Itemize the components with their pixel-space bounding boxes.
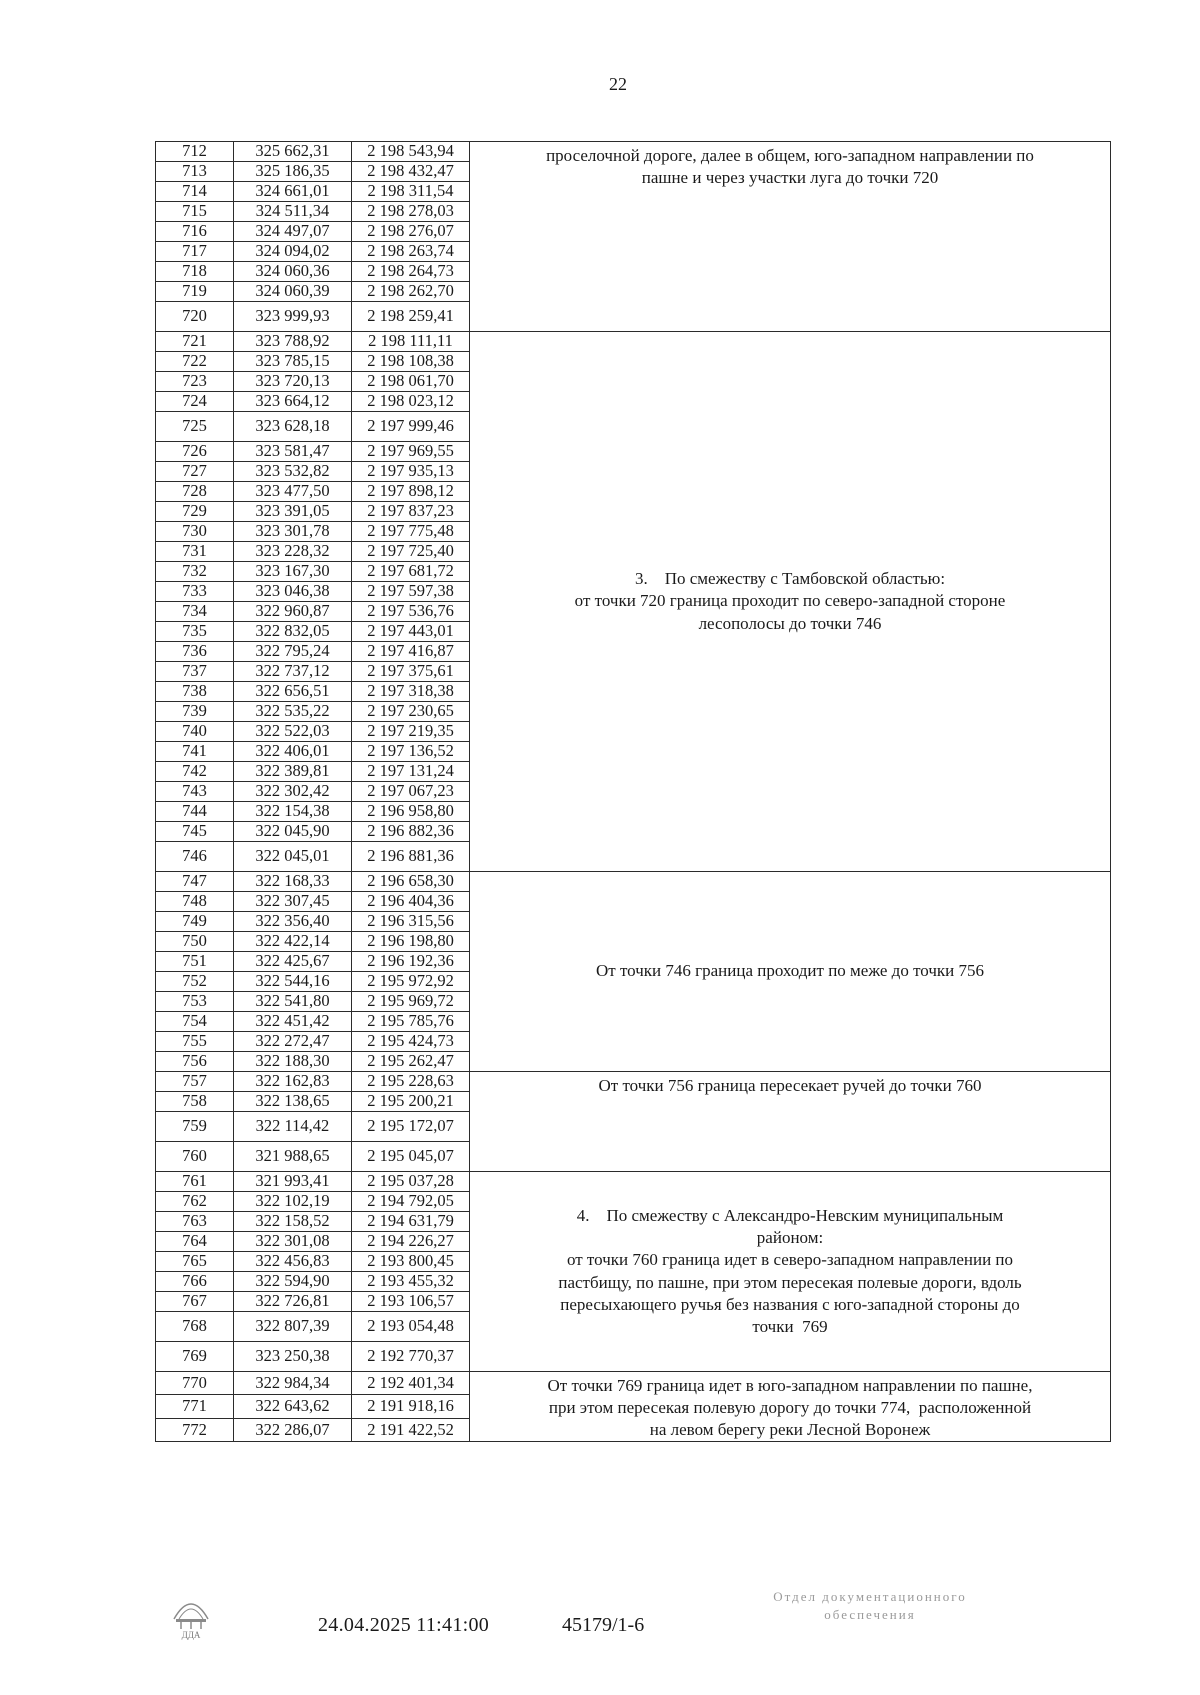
- boundary-description-cell: [470, 1372, 1111, 1442]
- x-coordinate-cell: 323 301,78: [234, 522, 352, 542]
- x-coordinate-cell: 322 162,83: [234, 1072, 352, 1092]
- y-coordinate-cell: 2 195 972,92: [352, 972, 470, 992]
- point-number-cell: 752: [156, 972, 234, 992]
- y-coordinate-cell: 2 195 200,21: [352, 1092, 470, 1112]
- point-number-cell: 760: [156, 1142, 234, 1172]
- y-coordinate-cell: 2 197 935,13: [352, 462, 470, 482]
- x-coordinate-cell: 322 286,07: [234, 1418, 352, 1441]
- y-coordinate-cell: 2 198 262,70: [352, 282, 470, 302]
- point-number-cell: 734: [156, 602, 234, 622]
- y-coordinate-cell: 2 197 681,72: [352, 562, 470, 582]
- point-number-cell: 720: [156, 302, 234, 332]
- x-coordinate-cell: 322 535,22: [234, 702, 352, 722]
- x-coordinate-cell: 322 045,90: [234, 822, 352, 842]
- y-coordinate-cell: 2 197 999,46: [352, 412, 470, 442]
- stamp-line: обеспечения: [824, 1607, 916, 1623]
- x-coordinate-cell: 324 497,07: [234, 222, 352, 242]
- x-coordinate-cell: 322 102,19: [234, 1192, 352, 1212]
- point-number-cell: 766: [156, 1272, 234, 1292]
- point-number-cell: 750: [156, 932, 234, 952]
- y-coordinate-cell: 2 196 192,36: [352, 952, 470, 972]
- y-coordinate-cell: 2 197 775,48: [352, 522, 470, 542]
- y-coordinate-cell: 2 197 837,23: [352, 502, 470, 522]
- x-coordinate-cell: 322 422,14: [234, 932, 352, 952]
- point-number-cell: 764: [156, 1232, 234, 1252]
- y-coordinate-cell: 2 198 432,47: [352, 162, 470, 182]
- x-coordinate-cell: 322 356,40: [234, 912, 352, 932]
- table-row: [156, 332, 1111, 352]
- point-number-cell: 745: [156, 822, 234, 842]
- page-number: 22: [609, 74, 627, 94]
- point-number-cell: 730: [156, 522, 234, 542]
- point-number-cell: 761: [156, 1172, 234, 1192]
- point-number-cell: 723: [156, 372, 234, 392]
- y-coordinate-cell: 2 198 278,03: [352, 202, 470, 222]
- description-line: пастбищу, по пашне, при этом пересекая полевые дороги, вдоль: [558, 1272, 1022, 1292]
- point-number-cell: 741: [156, 742, 234, 762]
- x-coordinate-cell: 322 406,01: [234, 742, 352, 762]
- y-coordinate-cell: 2 195 172,07: [352, 1112, 470, 1142]
- y-coordinate-cell: 2 195 228,63: [352, 1072, 470, 1092]
- y-coordinate-cell: 2 195 424,73: [352, 1032, 470, 1052]
- description-line: пашне и через участки луга до точки 720: [641, 168, 939, 188]
- y-coordinate-cell: 2 198 543,94: [352, 142, 470, 162]
- point-number-cell: 728: [156, 482, 234, 502]
- y-coordinate-cell: 2 197 536,76: [352, 602, 470, 622]
- point-number-cell: 732: [156, 562, 234, 582]
- point-number-cell: 759: [156, 1112, 234, 1142]
- description-line: от точки 720 граница проходит по северо-западной стороне: [574, 591, 1006, 611]
- x-coordinate-cell: 324 094,02: [234, 242, 352, 262]
- x-coordinate-cell: 322 984,34: [234, 1372, 352, 1395]
- point-number-cell: 733: [156, 582, 234, 602]
- y-coordinate-cell: 2 196 958,80: [352, 802, 470, 822]
- y-coordinate-cell: 2 198 263,74: [352, 242, 470, 262]
- table-row: [156, 142, 1111, 162]
- point-number-cell: 737: [156, 662, 234, 682]
- boundary-description-cell: [470, 142, 1111, 332]
- y-coordinate-cell: 2 192 401,34: [352, 1372, 470, 1395]
- y-coordinate-cell: 2 197 725,40: [352, 542, 470, 562]
- y-coordinate-cell: 2 198 276,07: [352, 222, 470, 242]
- point-number-cell: 748: [156, 892, 234, 912]
- point-number-cell: 722: [156, 352, 234, 372]
- description-line: лесополосы до точки 746: [698, 613, 882, 633]
- x-coordinate-cell: 323 664,12: [234, 392, 352, 412]
- y-coordinate-cell: 2 194 631,79: [352, 1212, 470, 1232]
- x-coordinate-cell: 324 661,01: [234, 182, 352, 202]
- y-coordinate-cell: 2 196 881,36: [352, 842, 470, 872]
- point-number-cell: 756: [156, 1052, 234, 1072]
- point-number-cell: 718: [156, 262, 234, 282]
- x-coordinate-cell: 322 656,51: [234, 682, 352, 702]
- x-coordinate-cell: 322 045,01: [234, 842, 352, 872]
- x-coordinate-cell: 322 154,38: [234, 802, 352, 822]
- table-row: [156, 1172, 1111, 1192]
- stamp-line: Отдел документационного: [773, 1589, 967, 1604]
- description-line: От точки 769 граница идет в юго-западном направлении по пашне,: [547, 1376, 1033, 1395]
- x-coordinate-cell: 322 425,67: [234, 952, 352, 972]
- y-coordinate-cell: 2 197 443,01: [352, 622, 470, 642]
- point-number-cell: 763: [156, 1212, 234, 1232]
- y-coordinate-cell: 2 194 226,27: [352, 1232, 470, 1252]
- point-number-cell: 731: [156, 542, 234, 562]
- x-coordinate-cell: 322 522,03: [234, 722, 352, 742]
- y-coordinate-cell: 2 194 792,05: [352, 1192, 470, 1212]
- description-line: 4. По смежеству с Александро-Невским муниципальным: [576, 1206, 1004, 1226]
- x-coordinate-cell: 325 186,35: [234, 162, 352, 182]
- point-number-cell: 729: [156, 502, 234, 522]
- x-coordinate-cell: 323 785,15: [234, 352, 352, 372]
- y-coordinate-cell: 2 197 136,52: [352, 742, 470, 762]
- x-coordinate-cell: 322 737,12: [234, 662, 352, 682]
- point-number-cell: 725: [156, 412, 234, 442]
- x-coordinate-cell: 322 960,87: [234, 602, 352, 622]
- point-number-cell: 755: [156, 1032, 234, 1052]
- description-line: районом:: [756, 1228, 824, 1248]
- x-coordinate-cell: 321 988,65: [234, 1142, 352, 1172]
- y-coordinate-cell: 2 192 770,37: [352, 1342, 470, 1372]
- y-coordinate-cell: 2 196 315,56: [352, 912, 470, 932]
- point-number-cell: 767: [156, 1292, 234, 1312]
- y-coordinate-cell: 2 193 106,57: [352, 1292, 470, 1312]
- x-coordinate-cell: 323 788,92: [234, 332, 352, 352]
- y-coordinate-cell: 2 191 918,16: [352, 1395, 470, 1418]
- x-coordinate-cell: 322 302,42: [234, 782, 352, 802]
- description-line: точки 769: [752, 1316, 828, 1336]
- x-coordinate-cell: 323 391,05: [234, 502, 352, 522]
- organization-logo-icon: [168, 1585, 214, 1641]
- department-stamp: [720, 1588, 1020, 1624]
- x-coordinate-cell: 322 158,52: [234, 1212, 352, 1232]
- x-coordinate-cell: 323 167,30: [234, 562, 352, 582]
- x-coordinate-cell: 323 228,32: [234, 542, 352, 562]
- footer-document-number: 45179/1-6: [562, 1614, 645, 1636]
- y-coordinate-cell: 2 195 969,72: [352, 992, 470, 1012]
- point-number-cell: 727: [156, 462, 234, 482]
- y-coordinate-cell: 2 195 262,47: [352, 1052, 470, 1072]
- logo-text: ДДА: [181, 1630, 201, 1640]
- point-number-cell: 751: [156, 952, 234, 972]
- y-coordinate-cell: 2 198 023,12: [352, 392, 470, 412]
- x-coordinate-cell: 322 114,42: [234, 1112, 352, 1142]
- point-number-cell: 754: [156, 1012, 234, 1032]
- y-coordinate-cell: 2 191 422,52: [352, 1418, 470, 1441]
- point-number-cell: 740: [156, 722, 234, 742]
- point-number-cell: 765: [156, 1252, 234, 1272]
- x-coordinate-cell: 323 250,38: [234, 1342, 352, 1372]
- x-coordinate-cell: 322 726,81: [234, 1292, 352, 1312]
- y-coordinate-cell: 2 197 416,87: [352, 642, 470, 662]
- point-number-cell: 744: [156, 802, 234, 822]
- x-coordinate-cell: 322 272,47: [234, 1032, 352, 1052]
- x-coordinate-cell: 323 477,50: [234, 482, 352, 502]
- table-row: [156, 1072, 1111, 1092]
- point-number-cell: 713: [156, 162, 234, 182]
- y-coordinate-cell: 2 198 259,41: [352, 302, 470, 332]
- x-coordinate-cell: 322 832,05: [234, 622, 352, 642]
- y-coordinate-cell: 2 197 969,55: [352, 442, 470, 462]
- x-coordinate-cell: 322 168,33: [234, 872, 352, 892]
- point-number-cell: 768: [156, 1312, 234, 1342]
- x-coordinate-cell: 323 999,93: [234, 302, 352, 332]
- description-line: пересыхающего ручья без названия с юго-западной стороны до: [560, 1294, 1020, 1314]
- point-number-cell: 719: [156, 282, 234, 302]
- description-line: От точки 746 граница проходит по меже до точки 756: [596, 961, 984, 981]
- table-row: [156, 872, 1111, 892]
- y-coordinate-cell: 2 196 882,36: [352, 822, 470, 842]
- point-number-cell: 712: [156, 142, 234, 162]
- x-coordinate-cell: 324 511,34: [234, 202, 352, 222]
- y-coordinate-cell: 2 198 108,38: [352, 352, 470, 372]
- y-coordinate-cell: 2 193 455,32: [352, 1272, 470, 1292]
- y-coordinate-cell: 2 197 597,38: [352, 582, 470, 602]
- x-coordinate-cell: 323 720,13: [234, 372, 352, 392]
- point-number-cell: 735: [156, 622, 234, 642]
- x-coordinate-cell: 322 807,39: [234, 1312, 352, 1342]
- point-number-cell: 714: [156, 182, 234, 202]
- point-number-cell: 772: [156, 1418, 234, 1441]
- point-number-cell: 726: [156, 442, 234, 462]
- x-coordinate-cell: 322 643,62: [234, 1395, 352, 1418]
- point-number-cell: 724: [156, 392, 234, 412]
- x-coordinate-cell: 324 060,36: [234, 262, 352, 282]
- point-number-cell: 757: [156, 1072, 234, 1092]
- point-number-cell: 739: [156, 702, 234, 722]
- x-coordinate-cell: 322 138,65: [234, 1092, 352, 1112]
- x-coordinate-cell: 323 532,82: [234, 462, 352, 482]
- y-coordinate-cell: 2 195 785,76: [352, 1012, 470, 1032]
- y-coordinate-cell: 2 196 198,80: [352, 932, 470, 952]
- y-coordinate-cell: 2 193 800,45: [352, 1252, 470, 1272]
- point-number-cell: 743: [156, 782, 234, 802]
- table-row: [156, 1372, 1111, 1395]
- point-number-cell: 749: [156, 912, 234, 932]
- point-number-cell: 769: [156, 1342, 234, 1372]
- description-line: 3. По смежеству с Тамбовской областью:: [634, 569, 946, 589]
- x-coordinate-cell: 322 389,81: [234, 762, 352, 782]
- point-number-cell: 736: [156, 642, 234, 662]
- description-line: проселочной дороге, далее в общем, юго-западном направлении по: [546, 146, 1034, 165]
- y-coordinate-cell: 2 198 061,70: [352, 372, 470, 392]
- point-number-cell: 716: [156, 222, 234, 242]
- boundary-description-cell: [470, 1072, 1111, 1172]
- point-number-cell: 738: [156, 682, 234, 702]
- point-number-cell: 721: [156, 332, 234, 352]
- point-number-cell: 753: [156, 992, 234, 1012]
- point-number-cell: 746: [156, 842, 234, 872]
- boundary-description-cell: [470, 872, 1111, 1072]
- y-coordinate-cell: 2 195 037,28: [352, 1172, 470, 1192]
- description-line: при этом пересекая полевую дорогу до точки 774, расположенной: [548, 1398, 1032, 1418]
- x-coordinate-cell: 322 544,16: [234, 972, 352, 992]
- x-coordinate-cell: 323 046,38: [234, 582, 352, 602]
- y-coordinate-cell: 2 197 219,35: [352, 722, 470, 742]
- point-number-cell: 762: [156, 1192, 234, 1212]
- description-line: на левом берегу реки Лесной Воронеж: [649, 1420, 931, 1440]
- y-coordinate-cell: 2 197 131,24: [352, 762, 470, 782]
- y-coordinate-cell: 2 197 898,12: [352, 482, 470, 502]
- boundary-description-cell: [470, 1172, 1111, 1372]
- point-number-cell: 715: [156, 202, 234, 222]
- y-coordinate-cell: 2 196 404,36: [352, 892, 470, 912]
- x-coordinate-cell: 322 188,30: [234, 1052, 352, 1072]
- x-coordinate-cell: 322 456,83: [234, 1252, 352, 1272]
- y-coordinate-cell: 2 196 658,30: [352, 872, 470, 892]
- x-coordinate-cell: 323 628,18: [234, 412, 352, 442]
- y-coordinate-cell: 2 197 067,23: [352, 782, 470, 802]
- boundary-description-cell: [470, 332, 1111, 872]
- point-number-cell: 770: [156, 1372, 234, 1395]
- y-coordinate-cell: 2 198 311,54: [352, 182, 470, 202]
- point-number-cell: 747: [156, 872, 234, 892]
- x-coordinate-cell: 322 307,45: [234, 892, 352, 912]
- x-coordinate-cell: 323 581,47: [234, 442, 352, 462]
- description-line: От точки 756 граница пересекает ручей до точки 760: [598, 1076, 982, 1095]
- x-coordinate-cell: 322 541,80: [234, 992, 352, 1012]
- footer-datetime: 24.04.2025 11:41:00: [318, 1614, 490, 1636]
- y-coordinate-cell: 2 198 264,73: [352, 262, 470, 282]
- y-coordinate-cell: 2 198 111,11: [352, 332, 470, 352]
- y-coordinate-cell: 2 197 375,61: [352, 662, 470, 682]
- x-coordinate-cell: 322 301,08: [234, 1232, 352, 1252]
- x-coordinate-cell: 322 451,42: [234, 1012, 352, 1032]
- x-coordinate-cell: 322 594,90: [234, 1272, 352, 1292]
- point-number-cell: 771: [156, 1395, 234, 1418]
- x-coordinate-cell: 324 060,39: [234, 282, 352, 302]
- x-coordinate-cell: 325 662,31: [234, 142, 352, 162]
- x-coordinate-cell: 322 795,24: [234, 642, 352, 662]
- x-coordinate-cell: 321 993,41: [234, 1172, 352, 1192]
- coordinates-table: [155, 141, 1111, 1442]
- y-coordinate-cell: 2 195 045,07: [352, 1142, 470, 1172]
- description-line: от точки 760 граница идет в северо-западном направлении по: [566, 1250, 1014, 1270]
- y-coordinate-cell: 2 193 054,48: [352, 1312, 470, 1342]
- y-coordinate-cell: 2 197 230,65: [352, 702, 470, 722]
- point-number-cell: 717: [156, 242, 234, 262]
- point-number-cell: 742: [156, 762, 234, 782]
- point-number-cell: 758: [156, 1092, 234, 1112]
- y-coordinate-cell: 2 197 318,38: [352, 682, 470, 702]
